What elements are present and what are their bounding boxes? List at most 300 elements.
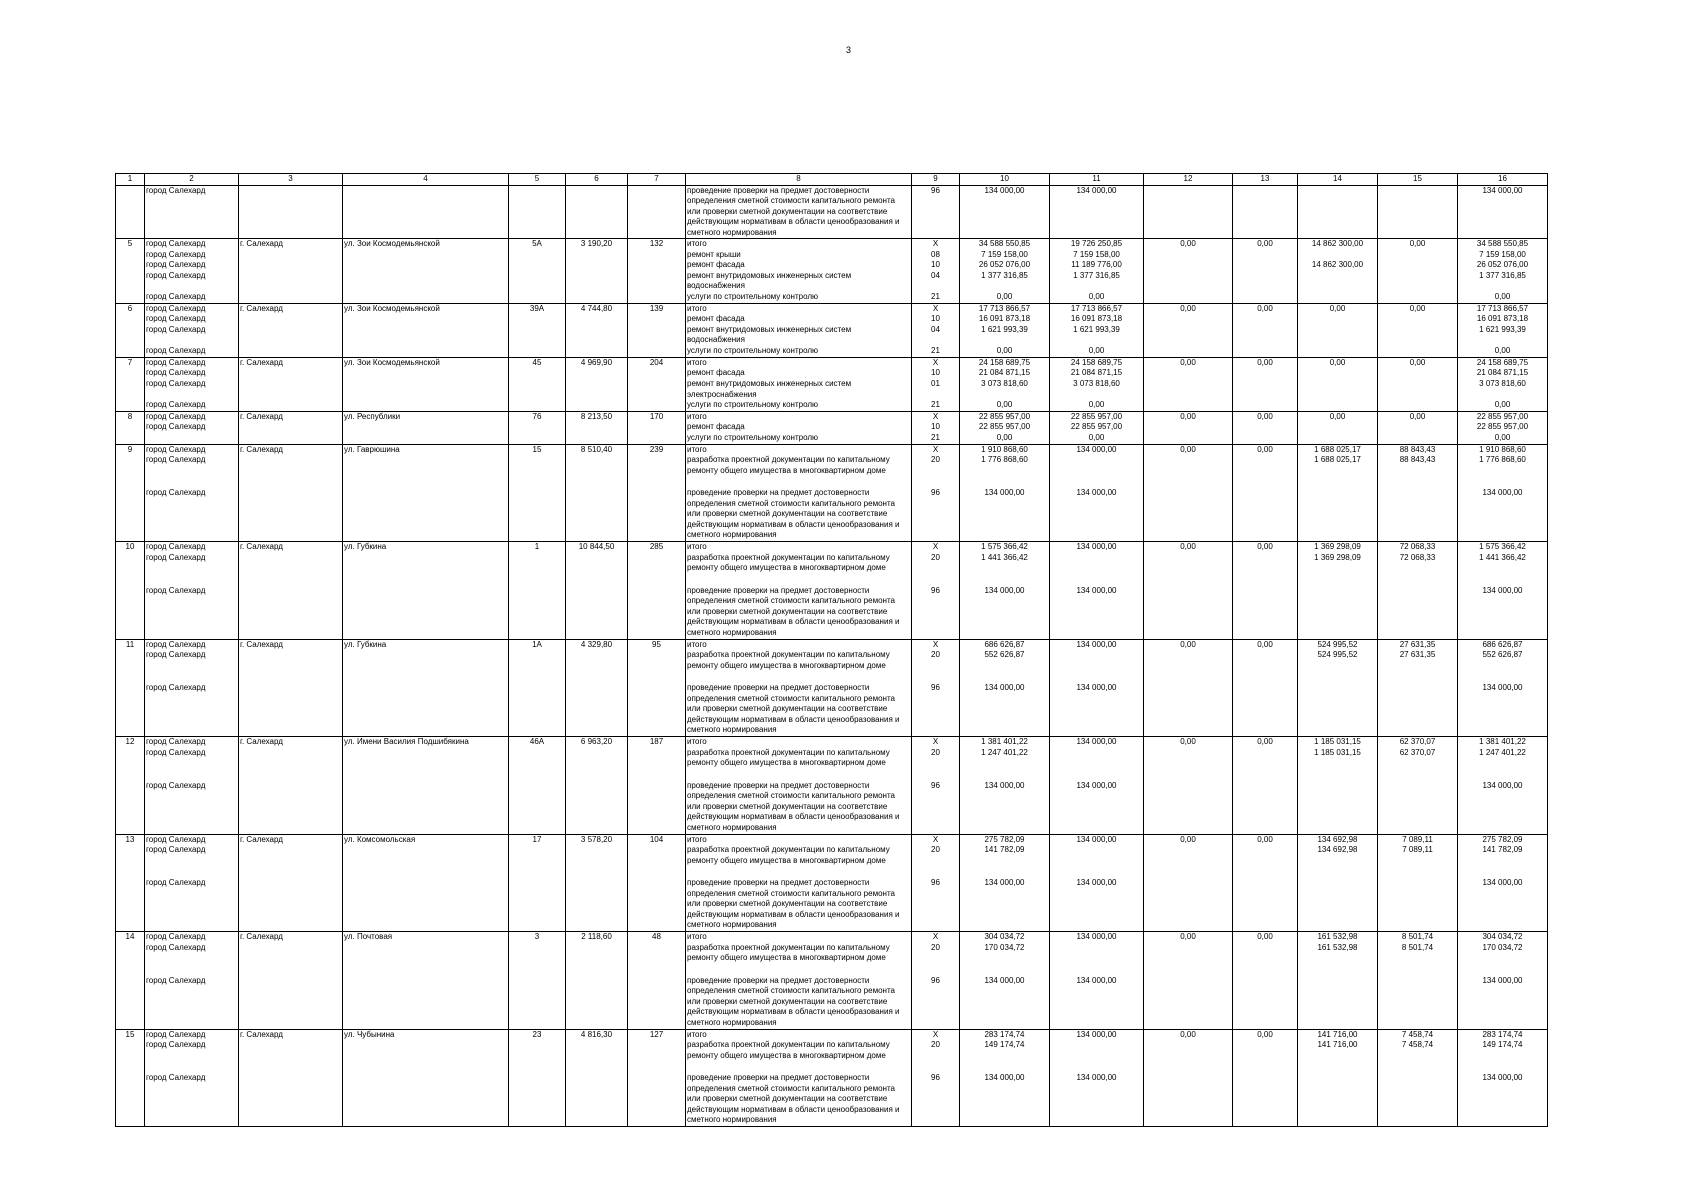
total-row [116,639,1548,650]
table-cell [1378,379,1458,400]
table-cell [1298,379,1378,400]
table-cell: 134 000,00 [960,878,1050,932]
table-cell [239,314,343,325]
table-cell: 134 000,00 [1050,185,1144,239]
table-cell: 0,00 [960,292,1050,303]
table-cell [1378,781,1458,835]
table-cell [1298,586,1378,640]
table-cell: 1 377 316,85 [1458,271,1548,292]
table-cell: 149 174,74 [1458,1040,1548,1073]
table-cell: 134 692,98 [1298,845,1378,878]
table-cell: 2 118,60 [566,932,628,943]
table-row [116,185,1548,239]
table-cell [1298,185,1378,239]
table-row [116,943,1548,976]
table-cell [1233,455,1298,488]
table-cell [239,325,343,346]
table-row [116,781,1548,835]
table-cell [1298,488,1378,542]
table-row [116,553,1548,586]
table-cell [239,422,343,433]
table-cell [628,488,686,542]
table-cell: 7 089,11 [1378,834,1458,845]
table-cell: город Салехард [145,379,239,400]
table-cell: 8 213,50 [566,411,628,422]
table-cell [116,976,145,1030]
table-cell [1233,878,1298,932]
table-cell: город Салехард [145,845,239,878]
table-cell: ремонт внутридомовых инженерных систем водоснабжения [686,325,912,346]
table-cell: 7 458,74 [1378,1029,1458,1040]
table-cell: 552 626,87 [1458,650,1548,683]
table-cell [1144,346,1233,357]
table-cell: X [912,444,960,455]
table-cell [116,314,145,325]
table-cell: 6 963,20 [566,737,628,748]
table-cell: 96 [912,683,960,737]
table-cell [628,1040,686,1073]
column-number: 11 [1050,174,1144,186]
table-cell [628,455,686,488]
table-cell [566,433,628,444]
table-cell [1298,250,1378,261]
table-cell: 0,00 [960,433,1050,444]
table-cell: 134 000,00 [1458,1073,1548,1127]
table-cell: 22 855 957,00 [960,422,1050,433]
table-cell [239,1040,343,1073]
table-cell [239,488,343,542]
table-cell: 134 000,00 [1050,683,1144,737]
table-cell: ремонт крыши [686,250,912,261]
table-cell: 0,00 [1233,411,1298,422]
table-cell: 134 000,00 [1458,683,1548,737]
column-number: 1 [116,174,145,186]
table-cell [1298,400,1378,411]
table-cell: ремонт фасада [686,260,912,271]
table-cell: разработка проектной документации по капитальному ремонту общего имущества в многоквартирном доме [686,455,912,488]
table-cell: 17 713 866,57 [1458,303,1548,314]
table-cell [1378,422,1458,433]
table-cell: 96 [912,1073,960,1127]
table-cell: проведение проверки на предмет достоверности определения сметной стоимости капитального ремонта или проверки сметной документации на соответствие действующим нормативам в области ценообразования и сметного нормирования [686,976,912,1030]
table-cell: 134 000,00 [960,185,1050,239]
column-number: 12 [1144,174,1233,186]
table-cell [116,748,145,781]
table-row [116,368,1548,379]
table-cell: г. Салехард [239,1029,343,1040]
table-cell [116,586,145,640]
table-cell [1233,553,1298,586]
table-cell [1144,878,1233,932]
table-cell [1144,271,1233,292]
table-cell [1144,185,1233,239]
table-cell: 8 501,74 [1378,932,1458,943]
table-cell [509,433,566,444]
table-cell [1378,292,1458,303]
table-cell: 0,00 [1050,400,1144,411]
table-cell [566,943,628,976]
table-cell [509,368,566,379]
table-cell: 08 [912,250,960,261]
table-cell: город Салехард [145,553,239,586]
table-cell: г. Салехард [239,639,343,650]
table-cell [1233,271,1298,292]
table-cell: проведение проверки на предмет достоверности определения сметной стоимости капитального ремонта или проверки сметной документации на соответствие действующим нормативам в области ценообразования и сметного нормирования [686,878,912,932]
table-cell [343,845,509,878]
table-cell: ул. Гаврюшина [343,444,509,455]
table-cell: 20 [912,553,960,586]
table-cell: 22 855 957,00 [1458,411,1548,422]
table-row [116,433,1548,444]
table-cell [343,292,509,303]
table-cell [566,346,628,357]
table-cell: город Салехард [145,455,239,488]
table-cell: 15 [509,444,566,455]
table-cell [566,650,628,683]
table-cell [116,878,145,932]
table-cell [1233,1040,1298,1073]
table-cell [566,1073,628,1127]
table-cell [509,346,566,357]
table-row [116,314,1548,325]
table-cell: разработка проектной документации по капитальному ремонту общего имущества в многоквартирном доме [686,943,912,976]
total-row [116,444,1548,455]
table-cell: 0,00 [1233,639,1298,650]
table-row [116,422,1548,433]
table-cell [1144,422,1233,433]
table-cell [1233,185,1298,239]
table-cell [1144,260,1233,271]
table-cell: 72 068,33 [1378,553,1458,586]
table-cell: 0,00 [1233,834,1298,845]
table-cell [566,260,628,271]
table-cell: город Салехард [145,185,239,239]
table-cell [1233,368,1298,379]
table-cell: 8 [116,411,145,422]
table-cell [1144,314,1233,325]
total-row [116,737,1548,748]
table-cell [116,455,145,488]
table-cell [1378,271,1458,292]
table-row [116,379,1548,400]
table-cell: 8 501,74 [1378,943,1458,976]
table-cell: 170 034,72 [960,943,1050,976]
table-cell [1233,379,1298,400]
table-cell [566,1040,628,1073]
table-cell: 21 084 871,15 [1458,368,1548,379]
table-cell [1298,433,1378,444]
table-cell: 161 532,98 [1298,943,1378,976]
table-cell [343,683,509,737]
table-cell [1233,346,1298,357]
table-cell [1298,1073,1378,1127]
table-cell: 134 000,00 [1050,878,1144,932]
table-cell: 0,00 [1233,444,1298,455]
table-cell: разработка проектной документации по капитальному ремонту общего имущества в многоквартирном доме [686,1040,912,1073]
table-cell [509,878,566,932]
table-cell: 96 [912,185,960,239]
table-cell: 20 [912,845,960,878]
table-cell [566,185,628,239]
table-cell [116,400,145,411]
table-cell: 34 588 550,85 [1458,239,1548,250]
table-cell: разработка проектной документации по капитальному ремонту общего имущества в многоквартирном доме [686,748,912,781]
table-cell: город Салехард [145,650,239,683]
table-cell [566,553,628,586]
column-number: 14 [1298,174,1378,186]
table-cell [1378,325,1458,346]
table-cell: 1 185 031,15 [1298,737,1378,748]
table-cell: 62 370,07 [1378,737,1458,748]
table-cell: 285 [628,542,686,553]
table-cell: итого [686,357,912,368]
table-cell: 1А [509,639,566,650]
table-cell: 39А [509,303,566,314]
table-cell: 1 621 993,39 [1050,325,1144,346]
table-cell: 304 034,72 [960,932,1050,943]
table-cell: 22 855 957,00 [1458,422,1548,433]
table-cell: г. Салехард [239,303,343,314]
table-cell: 686 626,87 [1458,639,1548,650]
table-cell: 96 [912,976,960,1030]
table-cell: 11 [116,639,145,650]
table-row [116,260,1548,271]
table-cell [116,185,145,239]
column-number: 15 [1378,174,1458,186]
table-row [116,1073,1548,1127]
table-cell: 21 084 871,15 [960,368,1050,379]
table-cell [1378,185,1458,239]
column-number: 6 [566,174,628,186]
table-cell: 04 [912,271,960,292]
table-cell [1050,1040,1144,1073]
table-cell: город Салехард [145,271,239,292]
table-cell: X [912,932,960,943]
table-cell: ремонт фасада [686,314,912,325]
table-cell [566,683,628,737]
table-cell: 134 000,00 [1050,834,1144,845]
table-cell: 524 995,52 [1298,650,1378,683]
table-cell: проведение проверки на предмет достоверности определения сметной стоимости капитального ремонта или проверки сметной документации на соответствие действующим нормативам в области ценообразования и сметного нормирования [686,586,912,640]
table-cell: 15 [116,1029,145,1040]
table-cell: 26 052 076,00 [1458,260,1548,271]
table-cell: 134 000,00 [1050,542,1144,553]
table-cell: 149 174,74 [960,1040,1050,1073]
table-cell: X [912,1029,960,1040]
table-cell [116,1073,145,1127]
table-cell: город Салехард [145,303,239,314]
table-cell [628,314,686,325]
table-row [116,250,1548,261]
table-cell: 0,00 [1144,239,1233,250]
table-cell: ремонт внутридомовых инженерных систем водоснабжения [686,271,912,292]
table-row [116,292,1548,303]
table-cell [628,422,686,433]
table-cell: 7 089,11 [1378,845,1458,878]
table-cell: 1 247 401,22 [960,748,1050,781]
table-cell: 141 716,00 [1298,1040,1378,1073]
table-cell [509,400,566,411]
table-cell [509,1040,566,1073]
table-cell [1298,346,1378,357]
table-cell [343,650,509,683]
table-cell [239,368,343,379]
table-cell: 134 000,00 [1050,737,1144,748]
table-cell: 1 381 401,22 [1458,737,1548,748]
table-cell [1144,1073,1233,1127]
table-cell: 16 091 873,18 [1050,314,1144,325]
table-cell [1233,845,1298,878]
table-cell: 1 910 868,60 [1458,444,1548,455]
table-cell: 204 [628,357,686,368]
column-number: 16 [1458,174,1548,186]
table-cell [509,748,566,781]
table-cell [566,878,628,932]
table-cell [1378,878,1458,932]
table-cell [1378,586,1458,640]
table-cell [1378,346,1458,357]
table-cell: ремонт внутридомовых инженерных систем электроснабжения [686,379,912,400]
table-cell [509,683,566,737]
table-cell: 20 [912,943,960,976]
table-cell: город Салехард [145,639,239,650]
table-cell [116,433,145,444]
table-cell: 1 [509,542,566,553]
table-cell [1144,400,1233,411]
table-cell: 134 000,00 [1050,639,1144,650]
table-cell [239,878,343,932]
table-cell: город Салехард [145,422,239,433]
table-cell [566,314,628,325]
table-cell [566,400,628,411]
table-cell: 134 000,00 [1458,488,1548,542]
table-cell [628,781,686,835]
table-cell [343,1073,509,1127]
table-row [116,271,1548,292]
table-cell [509,260,566,271]
table-cell: 134 000,00 [960,781,1050,835]
table-cell: 1 776 868,60 [960,455,1050,488]
table-cell: 7 159 158,00 [960,250,1050,261]
table-cell [628,683,686,737]
table-cell [509,845,566,878]
table-cell: 19 726 250,85 [1050,239,1144,250]
table-cell: 304 034,72 [1458,932,1548,943]
table-cell [116,292,145,303]
table-cell: г. Салехард [239,411,343,422]
table-cell: 6 [116,303,145,314]
table-cell [239,250,343,261]
table-cell [1298,314,1378,325]
table-cell [116,368,145,379]
table-cell: 9 [116,444,145,455]
table-cell: 10 844,50 [566,542,628,553]
table-cell: разработка проектной документации по капитальному ремонту общего имущества в многоквартирном доме [686,845,912,878]
table-cell: 1 247 401,22 [1458,748,1548,781]
table-cell [628,368,686,379]
table-cell: 0,00 [1233,239,1298,250]
table-cell: 3 073 818,60 [960,379,1050,400]
table-cell [343,433,509,444]
table-cell [343,325,509,346]
table-cell: 134 000,00 [1050,586,1144,640]
table-cell: 1 688 025,17 [1298,455,1378,488]
table-cell: 552 626,87 [960,650,1050,683]
table-cell: 134 000,00 [1458,878,1548,932]
table-cell [1144,553,1233,586]
table-cell: итого [686,1029,912,1040]
table-cell [116,650,145,683]
table-cell: город Салехард [145,400,239,411]
table-cell [566,845,628,878]
table-cell [116,488,145,542]
table-cell [1144,586,1233,640]
total-row [116,932,1548,943]
table-cell [1378,976,1458,1030]
table-cell [1378,683,1458,737]
table-cell [1233,976,1298,1030]
table-cell: 0,00 [1378,303,1458,314]
table-cell: проведение проверки на предмет достоверности определения сметной стоимости капитального ремонта или проверки сметной документации на соответствие действующим нормативам в области ценообразования и сметного нормирования [686,683,912,737]
table-cell: 96 [912,781,960,835]
table-cell [343,943,509,976]
table-cell: 22 855 957,00 [960,411,1050,422]
table-cell [509,943,566,976]
table-cell: 1 381 401,22 [960,737,1050,748]
table-cell [1144,845,1233,878]
table-cell [239,553,343,586]
table-cell: город Салехард [145,488,239,542]
table-cell: 4 969,90 [566,357,628,368]
table-cell: город Салехард [145,411,239,422]
table-cell [509,185,566,239]
table-cell: проведение проверки на предмет достоверности определения сметной стоимости капитального ремонта или проверки сметной документации на соответствие действующим нормативам в области ценообразования и сметного нормирования [686,1073,912,1127]
table-row [116,650,1548,683]
table-cell: г. Салехард [239,239,343,250]
table-cell: 0,00 [1298,357,1378,368]
table-cell: 0,00 [1233,932,1298,943]
table-cell [1298,292,1378,303]
table-cell: 0,00 [960,400,1050,411]
table-cell: 134 000,00 [960,586,1050,640]
table-cell [116,422,145,433]
table-cell [1050,943,1144,976]
table-cell [1233,781,1298,835]
table-cell: 3 190,20 [566,239,628,250]
table-cell [239,943,343,976]
table-cell [239,586,343,640]
table-cell [239,379,343,400]
table-cell [1378,1073,1458,1127]
table-cell: 134 000,00 [960,683,1050,737]
table-cell [116,271,145,292]
table-cell [1144,1040,1233,1073]
table-cell: город Салехард [145,325,239,346]
total-row [116,303,1548,314]
table-cell: 20 [912,1040,960,1073]
table-cell: 27 631,35 [1378,650,1458,683]
table-cell: 524 995,52 [1298,639,1378,650]
column-number: 2 [145,174,239,186]
table-cell: 0,00 [1233,303,1298,314]
table-cell: итого [686,737,912,748]
table-cell: 10 [912,260,960,271]
table-cell: X [912,834,960,845]
table-cell [509,1073,566,1127]
table-cell: 1 441 366,42 [1458,553,1548,586]
table-cell: 3 073 818,60 [1050,379,1144,400]
table-cell [116,250,145,261]
